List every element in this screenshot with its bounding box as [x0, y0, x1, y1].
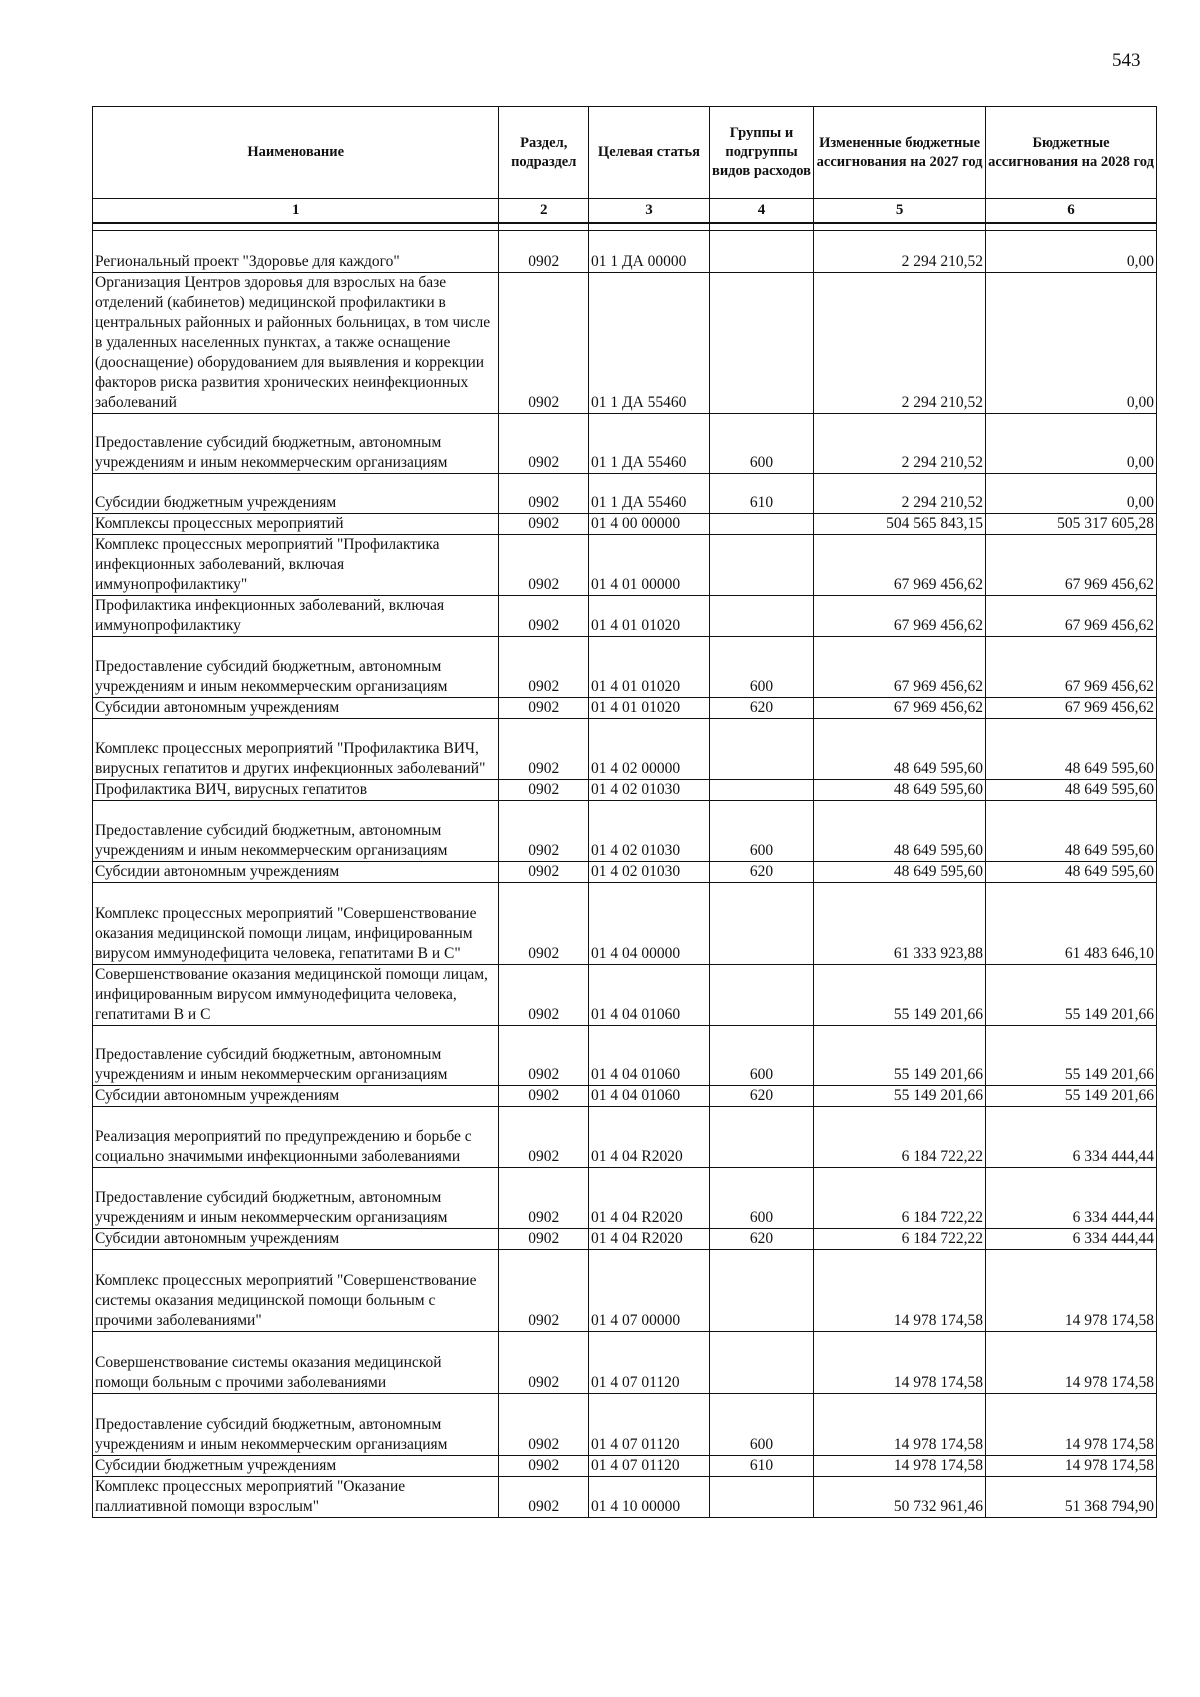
row-group: [709, 1476, 813, 1517]
row-amount-2028: 55 149 201,66: [986, 964, 1157, 1025]
row-section: 0902: [499, 718, 589, 779]
table-row: [93, 513, 1157, 534]
row-section: 0902: [499, 636, 589, 697]
row-amount-2028: 0,00: [986, 230, 1157, 272]
row-amount-2027: 2 294 210,52: [814, 473, 986, 513]
row-target: 01 4 01 00000: [589, 534, 710, 595]
row-group: [709, 272, 813, 413]
row-amount-2027: 2 294 210,52: [814, 230, 986, 272]
row-amount-2027: 55 149 201,66: [814, 964, 986, 1025]
row-amount-2027: 504 565 843,15: [814, 513, 986, 534]
table-row: [93, 1455, 1157, 1476]
row-name: Профилактика ВИЧ, вирусных гепатитов: [93, 779, 499, 800]
table-header-row: [93, 107, 1157, 199]
row-section: 0902: [499, 513, 589, 534]
header-spacer-row: [93, 223, 1157, 231]
row-group: 600: [709, 1393, 813, 1455]
row-amount-2028: 67 969 456,62: [986, 595, 1157, 636]
row-amount-2028: 48 649 595,60: [986, 718, 1157, 779]
row-target: 01 1 ДА 55460: [589, 473, 710, 513]
row-name: Региональный проект "Здоровье для каждого": [93, 230, 499, 272]
row-group: [709, 534, 813, 595]
row-group: 610: [709, 1455, 813, 1476]
row-section: 0902: [499, 1025, 589, 1085]
table-row: [93, 473, 1157, 513]
row-target: 01 4 07 00000: [589, 1249, 710, 1331]
row-amount-2027: 2 294 210,52: [814, 413, 986, 473]
row-target: 01 4 00 00000: [589, 513, 710, 534]
row-target: 01 1 ДА 00000: [589, 230, 710, 272]
row-amount-2028: 48 649 595,60: [986, 800, 1157, 861]
column-number: 1: [93, 199, 499, 223]
row-amount-2028: 6 334 444,44: [986, 1228, 1157, 1249]
header-target: Целевая статья: [589, 107, 710, 199]
row-target: 01 1 ДА 55460: [589, 413, 710, 473]
row-amount-2027: 67 969 456,62: [814, 697, 986, 718]
row-section: 0902: [499, 473, 589, 513]
row-group: 600: [709, 800, 813, 861]
row-amount-2027: 6 184 722,22: [814, 1167, 986, 1228]
row-target: 01 4 07 01120: [589, 1331, 710, 1393]
row-name: Предоставление субсидий бюджетным, автономным учреждениям и иным некоммерческим организациям: [93, 800, 499, 861]
table-row: [93, 882, 1157, 964]
column-number: 5: [814, 199, 986, 223]
table-row: [93, 779, 1157, 800]
table-row: [93, 964, 1157, 1025]
row-section: 0902: [499, 1249, 589, 1331]
budget-table: [92, 106, 1157, 1518]
row-group: [709, 1331, 813, 1393]
row-amount-2027: 14 978 174,58: [814, 1249, 986, 1331]
table-row: [93, 1228, 1157, 1249]
row-name: Комплекс процессных мероприятий "Оказание паллиативной помощи взрослым": [93, 1476, 499, 1517]
table-row: [93, 1393, 1157, 1455]
row-section: 0902: [499, 779, 589, 800]
table-body: [93, 230, 1157, 1517]
row-amount-2028: 14 978 174,58: [986, 1393, 1157, 1455]
row-amount-2028: 67 969 456,62: [986, 697, 1157, 718]
row-target: 01 4 01 01020: [589, 636, 710, 697]
row-amount-2028: 55 149 201,66: [986, 1025, 1157, 1085]
row-name: Организация Центров здоровья для взрослых на базе отделений (кабинетов) медицинской профилактики в центральных районных и районных больницах, в том числе в удаленных населенных пунктах, а также оснащение (дооснащение) оборудованием для выявления и коррекции факторов риска развития хронических неинфекционных заболеваний: [93, 272, 499, 413]
row-section: 0902: [499, 882, 589, 964]
row-name: Комплекс процессных мероприятий "Профилактика ВИЧ, вирусных гепатитов и других инфекционных заболеваний": [93, 718, 499, 779]
table-row: [93, 861, 1157, 882]
row-group: [709, 1249, 813, 1331]
row-name: Субсидии бюджетным учреждениям: [93, 473, 499, 513]
row-amount-2027: 14 978 174,58: [814, 1393, 986, 1455]
row-group: 600: [709, 1025, 813, 1085]
header-amount-2027: Измененные бюджетные ассигнования на 2027 год: [814, 107, 986, 199]
row-group: [709, 718, 813, 779]
row-name: Комплекс процессных мероприятий "Совершенствование оказания медицинской помощи лицам, инфицированным вирусом иммунодефицита человека, гепатитами В и С": [93, 882, 499, 964]
row-name: Профилактика инфекционных заболеваний, включая иммунопрофилактику: [93, 595, 499, 636]
row-section: 0902: [499, 1085, 589, 1106]
row-section: 0902: [499, 1393, 589, 1455]
row-amount-2028: 48 649 595,60: [986, 779, 1157, 800]
table-row: [93, 230, 1157, 272]
row-section: 0902: [499, 1228, 589, 1249]
page-number: 543: [1112, 50, 1141, 71]
row-section: 0902: [499, 534, 589, 595]
row-name: Предоставление субсидий бюджетным, автономным учреждениям и иным некоммерческим организациям: [93, 1393, 499, 1455]
header-name: Наименование: [93, 107, 499, 199]
table-row: [93, 272, 1157, 413]
row-section: 0902: [499, 861, 589, 882]
row-section: 0902: [499, 1331, 589, 1393]
row-section: 0902: [499, 1476, 589, 1517]
row-target: 01 4 02 01030: [589, 779, 710, 800]
row-section: 0902: [499, 595, 589, 636]
row-target: 01 4 02 00000: [589, 718, 710, 779]
row-target: 01 4 04 R2020: [589, 1228, 710, 1249]
row-amount-2028: 48 649 595,60: [986, 861, 1157, 882]
row-section: 0902: [499, 272, 589, 413]
row-section: 0902: [499, 1167, 589, 1228]
header-groups: Группы и подгруппы видов расходов: [709, 107, 813, 199]
row-group: 600: [709, 636, 813, 697]
row-target: 01 1 ДА 55460: [589, 272, 710, 413]
column-number: 2: [499, 199, 589, 223]
row-target: 01 4 01 01020: [589, 697, 710, 718]
row-amount-2027: 6 184 722,22: [814, 1106, 986, 1167]
row-group: [709, 964, 813, 1025]
table-row: [93, 697, 1157, 718]
column-number-row: [93, 199, 1157, 223]
row-amount-2028: 55 149 201,66: [986, 1085, 1157, 1106]
row-group: 620: [709, 861, 813, 882]
row-amount-2027: 67 969 456,62: [814, 595, 986, 636]
row-name: Комплекс процессных мероприятий "Профилактика инфекционных заболеваний, включая иммунопрофилактику": [93, 534, 499, 595]
column-number: 3: [589, 199, 710, 223]
row-section: 0902: [499, 697, 589, 718]
row-amount-2028: 6 334 444,44: [986, 1167, 1157, 1228]
row-amount-2028: 51 368 794,90: [986, 1476, 1157, 1517]
row-amount-2027: 48 649 595,60: [814, 800, 986, 861]
row-amount-2027: 67 969 456,62: [814, 534, 986, 595]
table-row: [93, 1476, 1157, 1517]
row-amount-2028: 505 317 605,28: [986, 513, 1157, 534]
row-amount-2027: 6 184 722,22: [814, 1228, 986, 1249]
table-row: [93, 1025, 1157, 1085]
row-group: [709, 779, 813, 800]
row-group: [709, 595, 813, 636]
row-target: 01 4 02 01030: [589, 800, 710, 861]
row-group: 620: [709, 697, 813, 718]
row-target: 01 4 04 01060: [589, 1085, 710, 1106]
table-row: [93, 595, 1157, 636]
header-amount-2028: Бюджетные ассигнования на 2028 год: [986, 107, 1157, 199]
row-target: 01 4 04 01060: [589, 1025, 710, 1085]
row-name: Предоставление субсидий бюджетным, автономным учреждениям и иным некоммерческим организациям: [93, 1167, 499, 1228]
row-target: 01 4 04 R2020: [589, 1167, 710, 1228]
row-name: Совершенствование оказания медицинской помощи лицам, инфицированным вирусом иммунодефицита человека, гепатитами В и С: [93, 964, 499, 1025]
row-name: Субсидии автономным учреждениям: [93, 1228, 499, 1249]
row-target: 01 4 07 01120: [589, 1393, 710, 1455]
row-section: 0902: [499, 1455, 589, 1476]
table-row: [93, 636, 1157, 697]
row-target: 01 4 04 R2020: [589, 1106, 710, 1167]
row-target: 01 4 01 01020: [589, 595, 710, 636]
row-section: 0902: [499, 800, 589, 861]
row-amount-2027: 55 149 201,66: [814, 1025, 986, 1085]
table-row: [93, 1167, 1157, 1228]
row-amount-2028: 0,00: [986, 413, 1157, 473]
table-row: [93, 1249, 1157, 1331]
row-amount-2027: 14 978 174,58: [814, 1331, 986, 1393]
row-name: Комплекс процессных мероприятий "Совершенствование системы оказания медицинской помощи больным с прочими заболеваниями": [93, 1249, 499, 1331]
row-target: 01 4 10 00000: [589, 1476, 710, 1517]
row-group: 610: [709, 473, 813, 513]
row-target: 01 4 02 01030: [589, 861, 710, 882]
column-number: 6: [986, 199, 1157, 223]
row-amount-2028: 0,00: [986, 473, 1157, 513]
row-amount-2027: 48 649 595,60: [814, 718, 986, 779]
row-amount-2028: 61 483 646,10: [986, 882, 1157, 964]
row-amount-2027: 61 333 923,88: [814, 882, 986, 964]
row-amount-2028: 0,00: [986, 272, 1157, 413]
row-name: Совершенствование системы оказания медицинской помощи больным с прочими заболеваниями: [93, 1331, 499, 1393]
table-row: [93, 534, 1157, 595]
row-target: 01 4 07 01120: [589, 1455, 710, 1476]
row-name: Предоставление субсидий бюджетным, автономным учреждениям и иным некоммерческим организациям: [93, 1025, 499, 1085]
row-name: Субсидии автономным учреждениям: [93, 1085, 499, 1106]
row-amount-2027: 48 649 595,60: [814, 779, 986, 800]
row-amount-2028: 14 978 174,58: [986, 1249, 1157, 1331]
row-group: 620: [709, 1228, 813, 1249]
row-amount-2028: 67 969 456,62: [986, 636, 1157, 697]
row-target: 01 4 04 01060: [589, 964, 710, 1025]
table-row: [93, 718, 1157, 779]
row-amount-2027: 14 978 174,58: [814, 1455, 986, 1476]
row-amount-2027: 50 732 961,46: [814, 1476, 986, 1517]
row-section: 0902: [499, 964, 589, 1025]
row-group: 600: [709, 1167, 813, 1228]
row-amount-2027: 67 969 456,62: [814, 636, 986, 697]
row-amount-2028: 14 978 174,58: [986, 1455, 1157, 1476]
row-amount-2027: 55 149 201,66: [814, 1085, 986, 1106]
row-amount-2028: 67 969 456,62: [986, 534, 1157, 595]
table-row: [93, 413, 1157, 473]
header-section: Раздел, подраздел: [499, 107, 589, 199]
row-group: [709, 513, 813, 534]
table-row: [93, 1085, 1157, 1106]
row-section: 0902: [499, 1106, 589, 1167]
row-group: 620: [709, 1085, 813, 1106]
row-name: Предоставление субсидий бюджетным, автономным учреждениям и иным некоммерческим организациям: [93, 413, 499, 473]
row-name: Субсидии автономным учреждениям: [93, 861, 499, 882]
column-number: 4: [709, 199, 813, 223]
row-target: 01 4 04 00000: [589, 882, 710, 964]
row-group: [709, 230, 813, 272]
row-group: [709, 1106, 813, 1167]
row-name: Субсидии автономным учреждениям: [93, 697, 499, 718]
table-row: [93, 800, 1157, 861]
row-section: 0902: [499, 230, 589, 272]
row-amount-2027: 48 649 595,60: [814, 861, 986, 882]
row-amount-2028: 14 978 174,58: [986, 1331, 1157, 1393]
row-name: Комплексы процессных мероприятий: [93, 513, 499, 534]
row-name: Реализация мероприятий по предупреждению и борьбе с социально значимыми инфекционными заболеваниями: [93, 1106, 499, 1167]
row-section: 0902: [499, 413, 589, 473]
row-group: 600: [709, 413, 813, 473]
row-amount-2027: 2 294 210,52: [814, 272, 986, 413]
row-name: Предоставление субсидий бюджетным, автономным учреждениям и иным некоммерческим организациям: [93, 636, 499, 697]
row-name: Субсидии бюджетным учреждениям: [93, 1455, 499, 1476]
table-row: [93, 1331, 1157, 1393]
table-row: [93, 1106, 1157, 1167]
row-group: [709, 882, 813, 964]
row-amount-2028: 6 334 444,44: [986, 1106, 1157, 1167]
